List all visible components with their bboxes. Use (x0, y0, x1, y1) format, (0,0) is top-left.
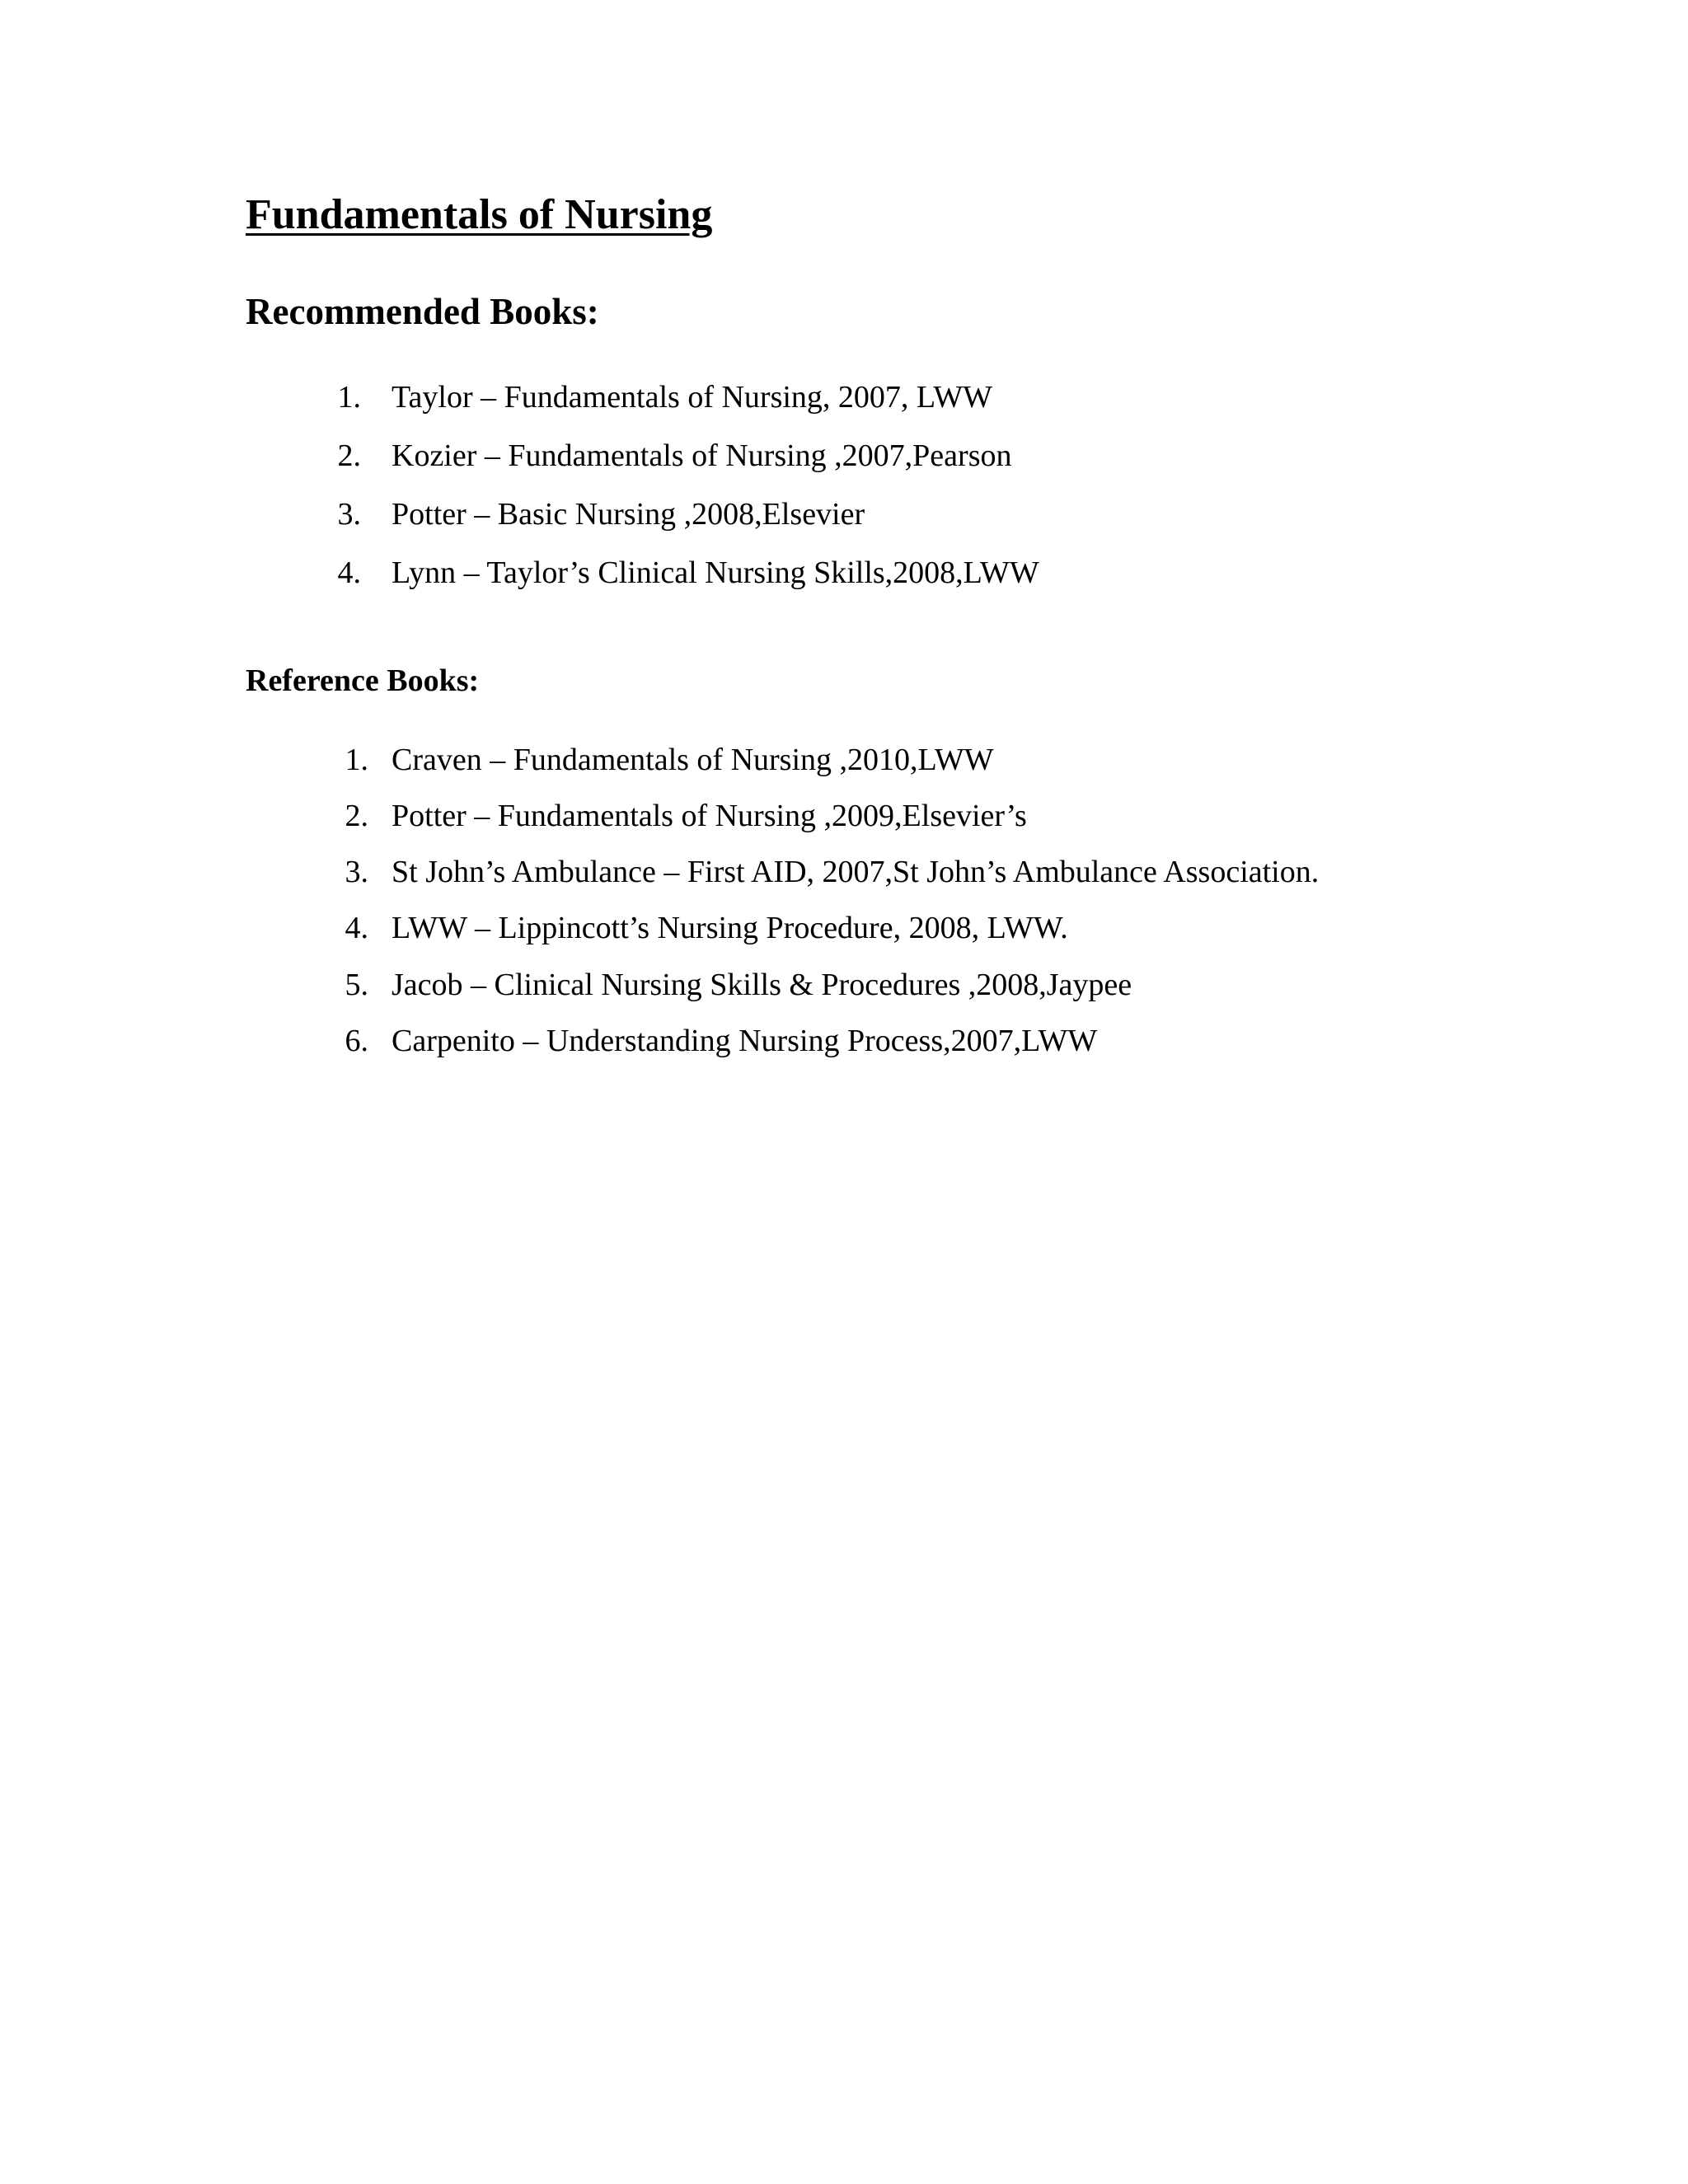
list-item-text: Lynn – Taylor’s Clinical Nursing Skills,2008,LWW (392, 555, 1039, 590)
list-item-text: Potter – Basic Nursing ,2008,Elsevier (392, 497, 865, 532)
list-item-number: 4. (345, 911, 368, 945)
list-item-number: 3. (337, 497, 361, 532)
list-item-text: Jacob – Clinical Nursing Skills & Procedures ,2008,Jaypee (392, 968, 1132, 1002)
list-item-number: 5. (345, 968, 368, 1002)
list-item-text: St John’s Ambulance – First AID, 2007,St John’s Ambulance Association. (392, 855, 1320, 889)
list-item-text: LWW – Lippincott’s Nursing Procedure, 2008, LWW. (392, 911, 1068, 945)
list-item-text: Kozier – Fundamentals of Nursing ,2007,Pearson (392, 438, 1012, 473)
reference-books-heading: Reference Books: (246, 663, 480, 698)
document-title: Fundamentals of Nursing (246, 191, 713, 238)
list-item-number: 6. (345, 1024, 368, 1058)
list-item-text: Carpenito – Understanding Nursing Process,2007,LWW (392, 1024, 1098, 1058)
list-item-number: 2. (337, 438, 361, 473)
list-item-text: Potter – Fundamentals of Nursing ,2009,Elsevier’s (392, 799, 1027, 833)
list-item-number: 1. (345, 743, 368, 777)
list-item-number: 1. (337, 380, 361, 415)
list-item-number: 2. (345, 799, 368, 833)
recommended-books-heading: Recommended Books: (246, 291, 599, 332)
list-item-text: Craven – Fundamentals of Nursing ,2010,LWW (392, 743, 994, 777)
list-item-text: Taylor – Fundamentals of Nursing, 2007, LWW (392, 380, 993, 415)
list-item-number: 4. (337, 555, 361, 590)
list-item-number: 3. (345, 855, 368, 889)
